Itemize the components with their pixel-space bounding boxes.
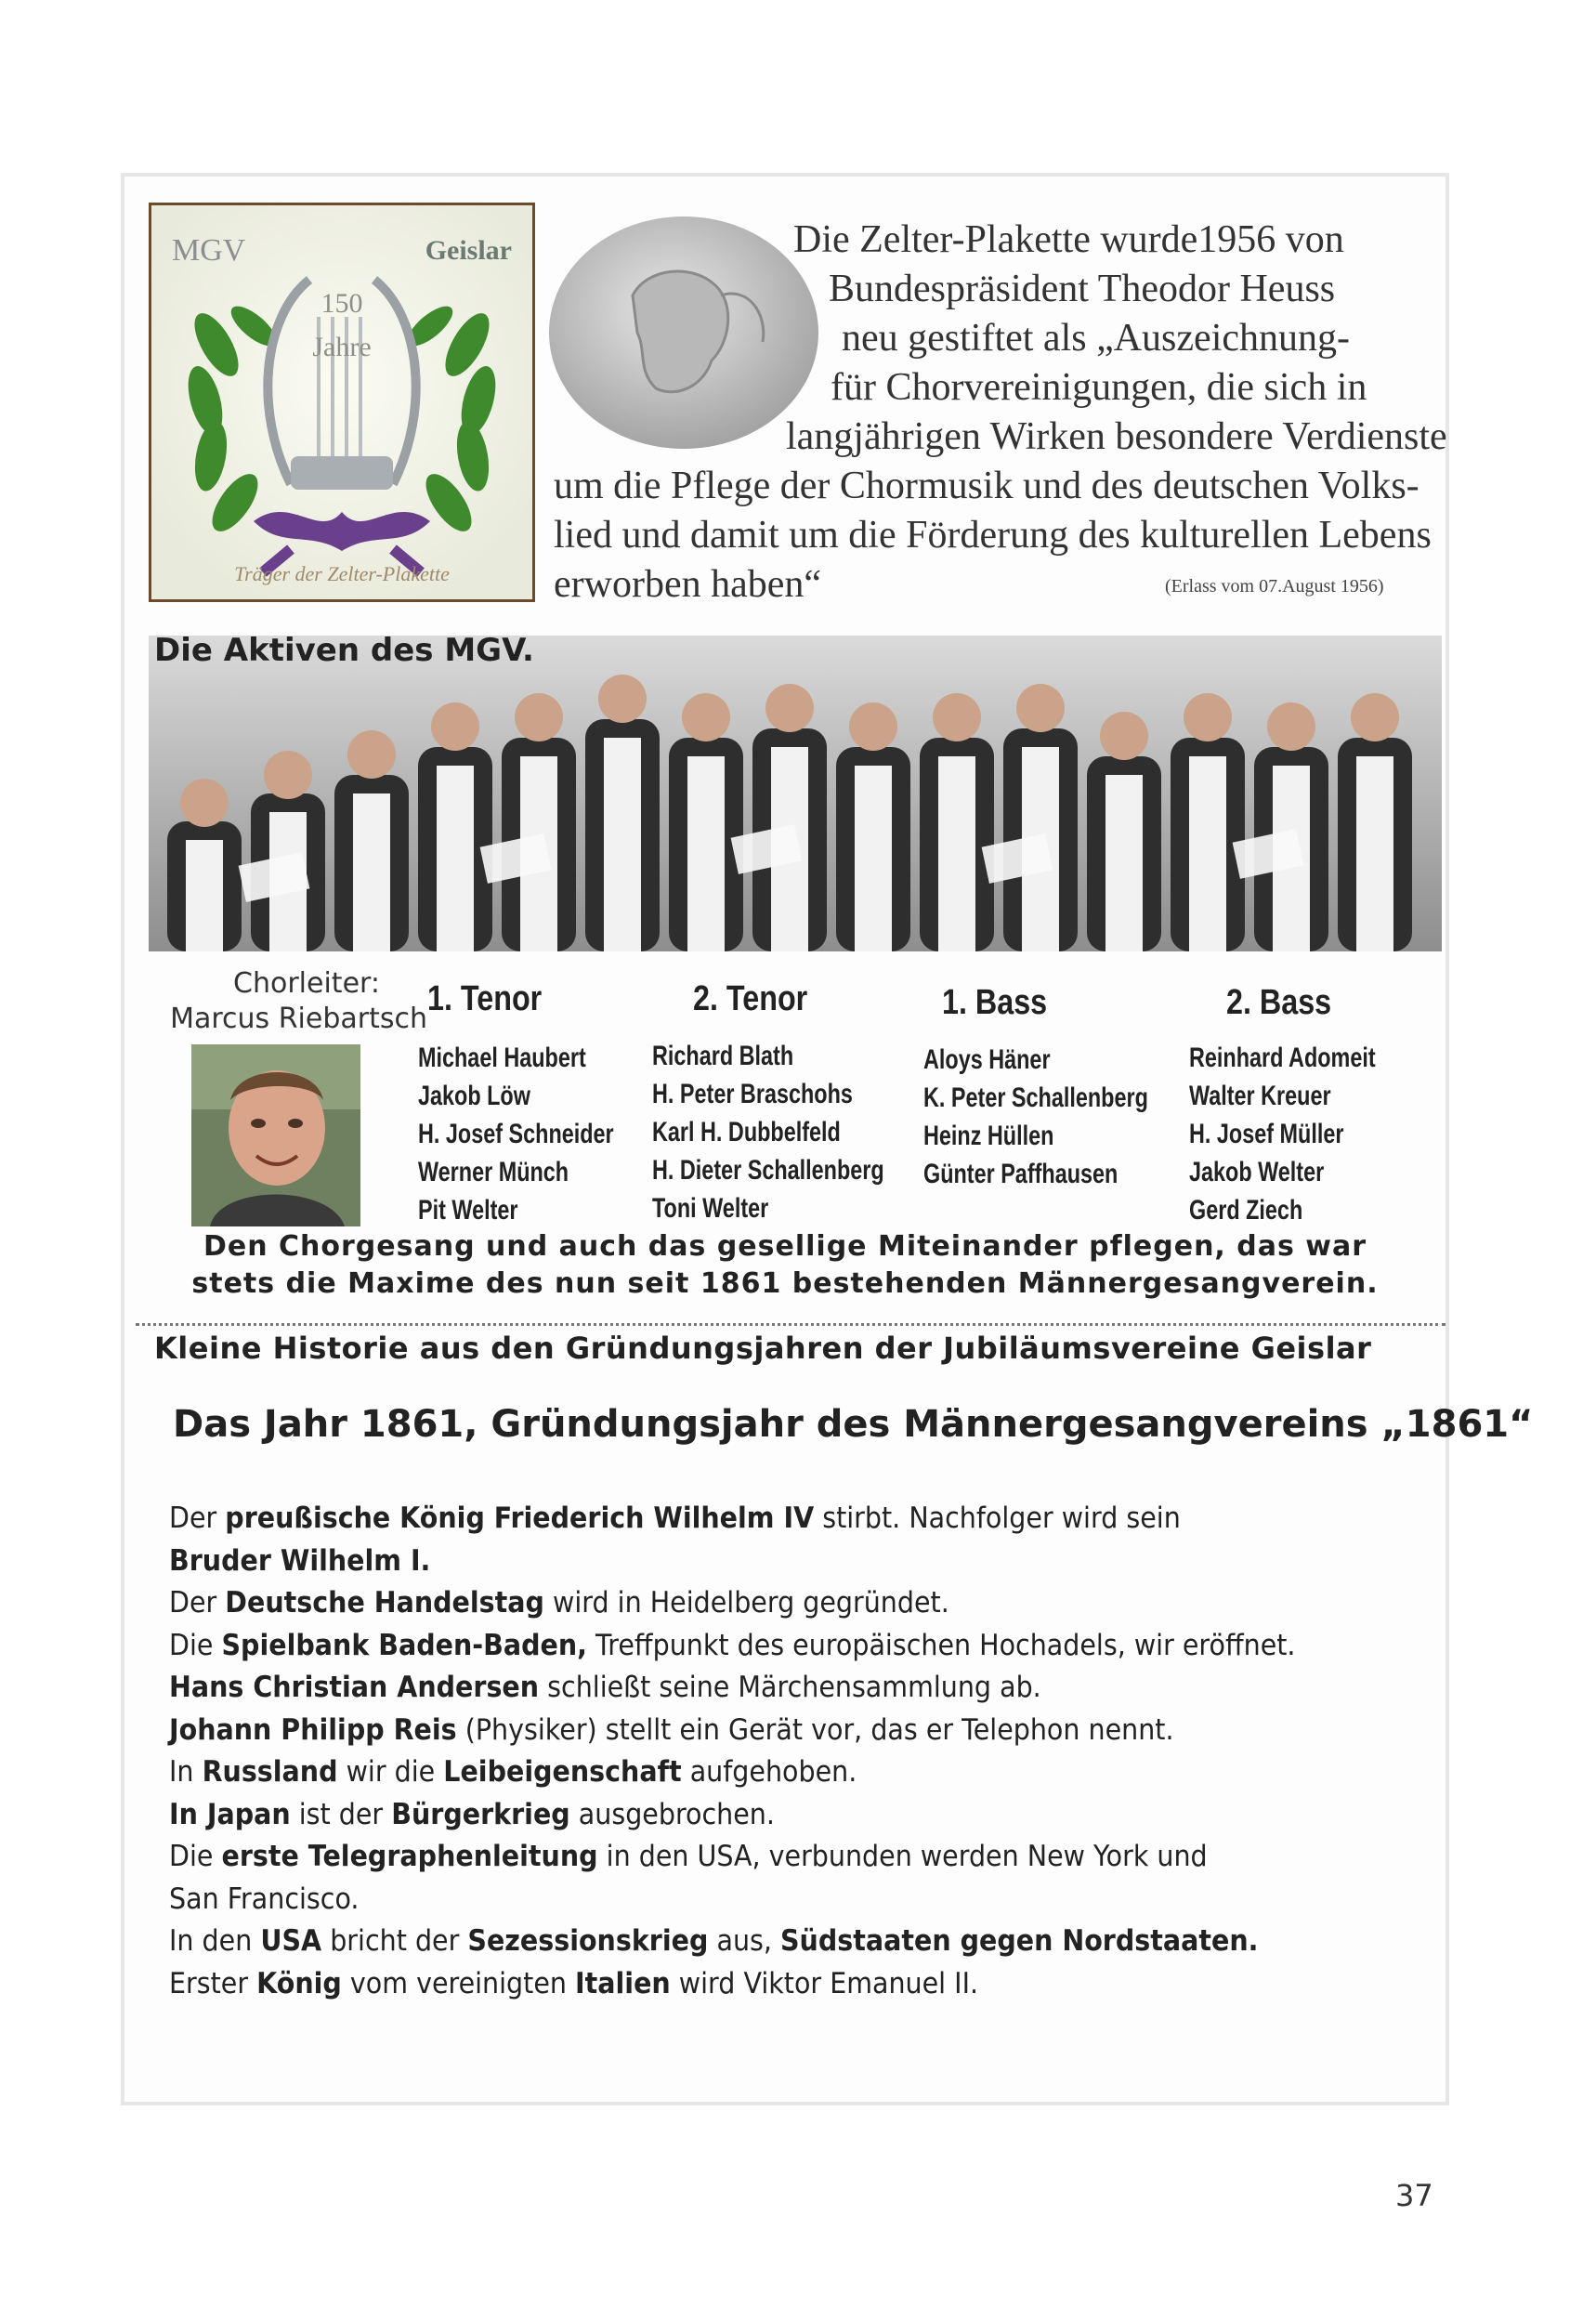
chorleiter-block xyxy=(149,966,427,1037)
logo-caption: Träger der Zelter-Plakette xyxy=(234,562,450,585)
history-text: Leibeigenschaft xyxy=(443,1755,682,1789)
history-text: aus, xyxy=(708,1924,781,1958)
zelter-line: Die Zelter-Plakette wurde1956 von xyxy=(793,218,1344,261)
history-line xyxy=(169,1541,1349,1583)
history-text: USA xyxy=(260,1924,322,1958)
history-text: erste Telegraphenleitung xyxy=(221,1840,598,1873)
history-text: Russland xyxy=(202,1755,338,1789)
page-number: 37 xyxy=(1395,2178,1433,2213)
history-text: Sezessionskrieg xyxy=(467,1924,709,1958)
history-text: wird in Heidelberg gegründet. xyxy=(543,1586,949,1620)
decree-note: (Erlass vom 07.August 1956) xyxy=(1165,576,1384,597)
history-text: in den USA, verbunden werden New York und xyxy=(597,1840,1208,1873)
member-name: Jakob Löw xyxy=(418,1081,530,1111)
logo-geislar-text: Geislar xyxy=(425,235,512,266)
history-line xyxy=(169,1751,1349,1794)
voice-list-2-bass xyxy=(1189,1039,1376,1229)
history-text: Südstaaten gegen Nordstaaten. xyxy=(780,1924,1259,1958)
history-text: ausgebrochen. xyxy=(569,1797,775,1831)
motto-text xyxy=(139,1228,1431,1303)
svg-text:Jahre: Jahre xyxy=(312,332,372,362)
svg-text:150: 150 xyxy=(321,288,363,319)
historie-heading: Kleine Historie aus den Gründungsjahren der Jubiläumsvereine Geislar xyxy=(154,1331,1372,1366)
zelter-line: für Chorvereinigungen, die sich in xyxy=(831,366,1367,409)
history-text: aufgehoben. xyxy=(681,1755,857,1789)
member-name: H. Dieter Schallenberg xyxy=(652,1155,884,1186)
chorleiter-name: Marcus Riebartsch xyxy=(170,1003,427,1035)
history-line xyxy=(169,1498,1349,1541)
history-line xyxy=(169,1836,1349,1879)
member-name: Richard Blath xyxy=(652,1041,794,1071)
history-text: Bruder Wilhelm I. xyxy=(169,1543,431,1578)
zelter-line: erworben haben“ xyxy=(554,563,822,606)
chorleiter-portrait xyxy=(191,1044,360,1226)
member-name: H. Josef Schneider xyxy=(418,1119,614,1149)
history-text: preußische König Friederich Wilhelm IV xyxy=(225,1502,815,1535)
history-text: bricht der xyxy=(321,1924,468,1958)
history-text: (Physiker) stellt ein Gerät vor, das er Telephon nennt. xyxy=(456,1712,1174,1747)
history-text: Der xyxy=(169,1586,226,1620)
history-text: Die xyxy=(169,1628,222,1662)
history-text: Italien xyxy=(575,1966,671,2000)
history-line xyxy=(169,1921,1349,1963)
mgv-logo xyxy=(149,203,535,602)
voice-heading-1-bass: 1. Bass xyxy=(942,983,1048,1022)
history-text: In den xyxy=(169,1924,261,1958)
history-line xyxy=(169,1625,1349,1668)
member-name: Günter Paffhausen xyxy=(923,1159,1119,1189)
motto-line: Den Chorgesang und auch das gesellige Miteinander pflegen, das war xyxy=(203,1230,1367,1263)
zelter-line: lied und damit um die Förderung des kulturellen Lebens xyxy=(554,514,1432,557)
history-text: Johann Philipp Reis xyxy=(169,1712,457,1747)
zelter-line: langjährigen Wirken besondere Verdienste xyxy=(786,415,1447,458)
history-text: In Japan xyxy=(169,1797,291,1831)
history-text: Der xyxy=(169,1502,226,1535)
history-text: Spielbank Baden-Baden, xyxy=(221,1628,587,1662)
member-name: K. Peter Schallenberg xyxy=(923,1082,1148,1113)
history-line xyxy=(169,1710,1349,1752)
history-text: San Francisco. xyxy=(169,1882,360,1916)
member-name: H. Peter Braschohs xyxy=(652,1079,853,1109)
history-text: schließt seine Märchensammlung ab. xyxy=(539,1671,1041,1704)
zelter-line: neu gestiftet als „Auszeichnung- xyxy=(842,317,1350,360)
history-line xyxy=(169,1667,1349,1710)
history-text: wird Viktor Emanuel II. xyxy=(670,1966,979,2000)
history-text: Deutsche Handelstag xyxy=(225,1586,544,1620)
history-text: ist der xyxy=(290,1797,392,1831)
member-name: Toni Welter xyxy=(652,1193,769,1224)
member-name: Michael Haubert xyxy=(418,1043,586,1073)
history-text: vom vereinigten xyxy=(341,1966,576,2000)
member-name: Aloys Häner xyxy=(923,1044,1051,1075)
history-line xyxy=(169,1963,1349,2006)
member-name: Reinhard Adomeit xyxy=(1189,1043,1376,1073)
history-text: Die xyxy=(169,1840,222,1873)
history-text: Hans Christian Andersen xyxy=(169,1671,540,1704)
section-divider xyxy=(136,1323,1446,1326)
history-line xyxy=(169,1794,1349,1837)
history-line xyxy=(169,1879,1349,1921)
history-text: In xyxy=(169,1755,203,1789)
zelter-text-block xyxy=(554,216,1446,606)
member-name: Jakob Welter xyxy=(1189,1157,1325,1187)
history-list xyxy=(169,1498,1451,2005)
member-name: Heinz Hüllen xyxy=(923,1121,1054,1151)
member-name: Walter Kreuer xyxy=(1189,1081,1331,1111)
voice-list-2-tenor xyxy=(652,1037,884,1227)
history-text: Treffpunkt des europäischen Hochadels, wir eröffnet. xyxy=(586,1628,1296,1662)
choir-photo xyxy=(149,636,1442,951)
history-text: Bürgerkrieg xyxy=(391,1797,570,1831)
voice-list-1-tenor xyxy=(418,1039,614,1229)
chorleiter-label: Chorleiter: xyxy=(233,967,380,1000)
zelter-line: Bundespräsident Theodor Heuss xyxy=(829,268,1336,310)
aktiven-heading: Die Aktiven des MGV. xyxy=(154,632,534,669)
member-name: H. Josef Müller xyxy=(1189,1119,1344,1149)
voice-heading-1-tenor: 1. Tenor xyxy=(427,979,543,1018)
logo-mgv-text: MGV xyxy=(172,233,246,268)
history-text: stirbt. Nachfolger wird sein xyxy=(814,1502,1181,1535)
motto-line: stets die Maxime des nun seit 1861 bestehenden Männergesangverein. xyxy=(191,1267,1379,1300)
voice-heading-2-tenor: 2. Tenor xyxy=(693,979,808,1018)
voice-heading-2-bass: 2. Bass xyxy=(1226,983,1332,1022)
history-text: König xyxy=(256,1966,342,2000)
zelter-line: um die Pflege der Chormusik und des deutschen Volks- xyxy=(554,465,1419,507)
member-name: Karl H. Dubbelfeld xyxy=(652,1117,841,1147)
history-text: Erster xyxy=(169,1966,257,2000)
history-text: wir die xyxy=(337,1755,444,1789)
member-name: Pit Welter xyxy=(418,1195,518,1226)
member-name: Gerd Ziech xyxy=(1189,1195,1303,1226)
history-line xyxy=(169,1582,1349,1625)
voice-list-1-bass xyxy=(923,1041,1148,1193)
member-name: Werner Münch xyxy=(418,1157,569,1187)
jahr-heading: Das Jahr 1861, Gründungsjahr des Männergesangvereins „1861“ xyxy=(173,1403,1534,1446)
